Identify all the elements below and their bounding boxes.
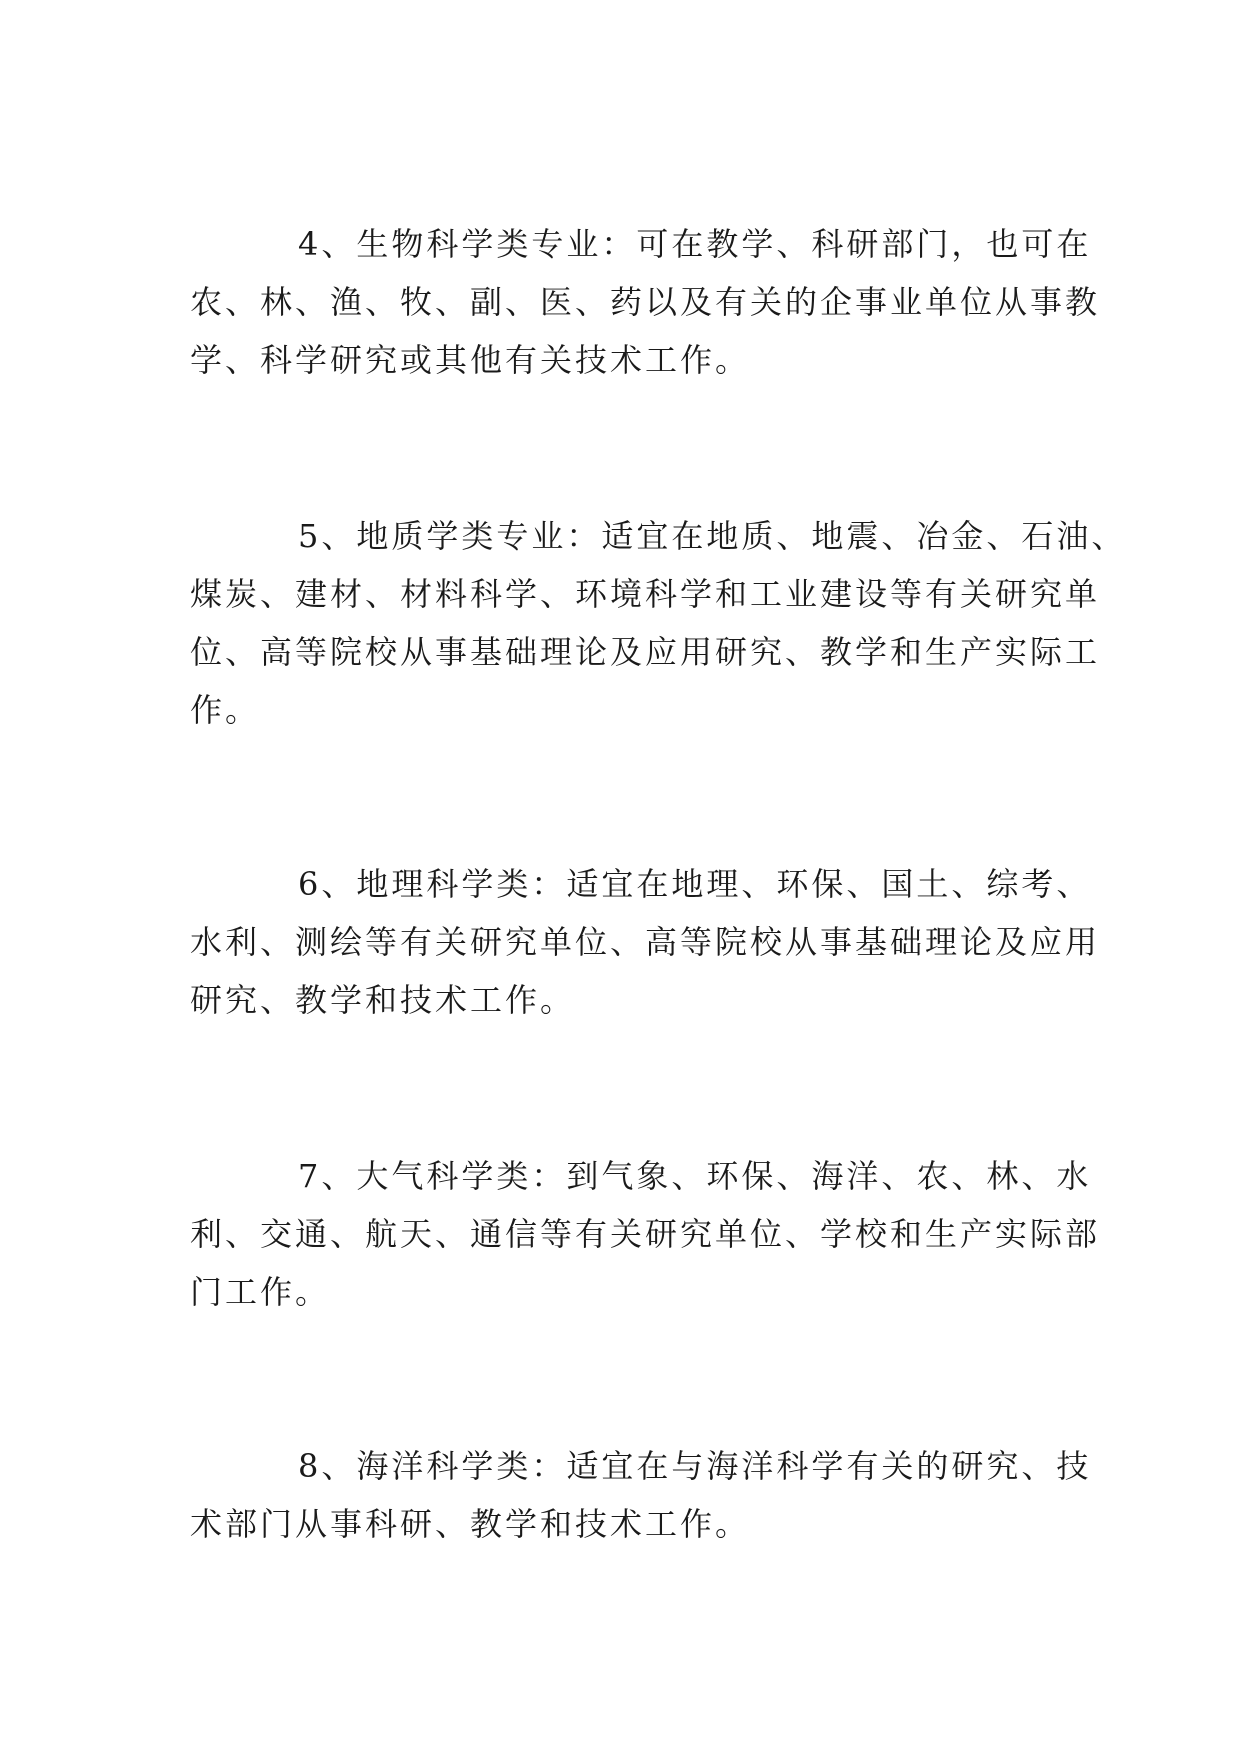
paragraph-line: 农、林、渔、牧、副、医、药以及有关的企事业单位从事教	[190, 283, 1101, 321]
paragraph-geography	[0, 864, 1241, 1064]
paragraph-line: 学、科学研究或其他有关技术工作。	[190, 341, 751, 379]
paragraph-line: 利、交通、航天、通信等有关研究单位、学校和生产实际部	[190, 1215, 1101, 1253]
paragraph-line: 7、大气科学类：到气象、环保、海洋、农、林、水	[298, 1157, 1092, 1195]
paragraph-line: 6、地理科学类：适宜在地理、环保、国土、综考、	[298, 865, 1092, 903]
paragraph-line: 4、生物科学类专业：可在教学、科研部门，也可在	[298, 225, 1092, 263]
paragraph-atmospheric	[0, 1156, 1241, 1356]
paragraph-line: 位、高等院校从事基础理论及应用研究、教学和生产实际工	[190, 633, 1101, 671]
paragraph-line: 门工作。	[190, 1273, 331, 1311]
paragraph-line: 作。	[190, 691, 261, 729]
paragraph-line: 煤炭、建材、材料科学、环境科学和工业建设等有关研究单	[190, 575, 1101, 613]
paragraph-line: 5、地质学类专业：适宜在地质、地震、冶金、石油、	[298, 517, 1127, 555]
paragraph-line: 术部门从事科研、教学和技术工作。	[190, 1505, 751, 1543]
paragraph-marine	[0, 1446, 1241, 1646]
paragraph-line: 水利、测绘等有关研究单位、高等院校从事基础理论及应用	[190, 923, 1101, 961]
paragraph-line: 研究、教学和技术工作。	[190, 981, 576, 1019]
paragraph-biology	[0, 224, 1241, 424]
paragraph-geology	[0, 516, 1241, 729]
paragraph-line: 8、海洋科学类：适宜在与海洋科学有关的研究、技	[298, 1447, 1092, 1485]
